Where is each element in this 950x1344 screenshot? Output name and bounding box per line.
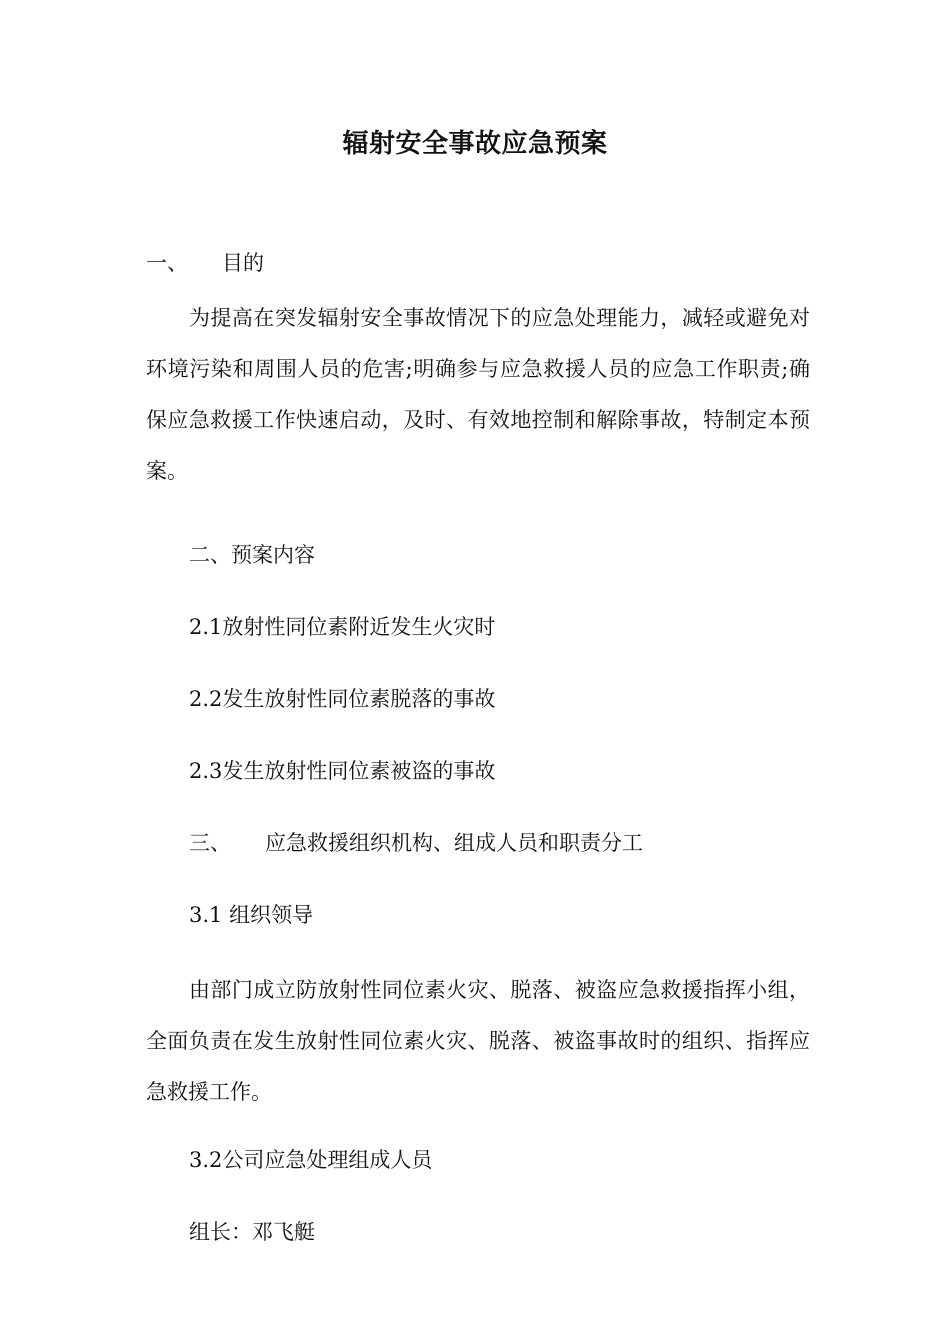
leadership-paragraph: 由部门成立防放射性同位素火灾、脱落、被盗应急救援指挥小组，全面负责在发生放射性同位素火灾、脱落、被盗事故时的组织、指挥应急救援工作。 xyxy=(146,978,810,1104)
document-title: 辐射安全事故应急预案 xyxy=(342,129,608,159)
purpose-paragraph: 为提高在突发辐射安全事故情况下的应急处理能力，减轻或避免对环境污染和周围人员的危害;明确参与应急救援人员的应急工作职责;确保应急救援工作快速启动，及时、有效地控制和解除事故，特制定本预案。 xyxy=(146,306,810,483)
section-3-title: 应急救援组织机构、组成人员和职责分工 xyxy=(265,831,643,855)
section-2-heading: 二、预案内容 xyxy=(189,543,315,567)
item-3-1: 3.1 组织领导 xyxy=(189,903,314,927)
item-2-2: 2.2发生放射性同位素脱落的事故 xyxy=(189,687,496,711)
group-leader: 组长：邓飞艇 xyxy=(189,1220,315,1244)
section-3-heading xyxy=(189,828,643,858)
section-3-number: 三、 xyxy=(189,831,231,855)
item-3-2: 3.2公司应急处理组成人员 xyxy=(189,1148,433,1172)
section-1-title: 目的 xyxy=(222,251,264,275)
item-2-1: 2.1放射性同位素附近发生火灾时 xyxy=(189,615,496,639)
section-1-number: 一、 xyxy=(146,251,188,275)
section-1-heading xyxy=(146,248,264,278)
item-2-3: 2.3发生放射性同位素被盗的事故 xyxy=(189,759,496,783)
